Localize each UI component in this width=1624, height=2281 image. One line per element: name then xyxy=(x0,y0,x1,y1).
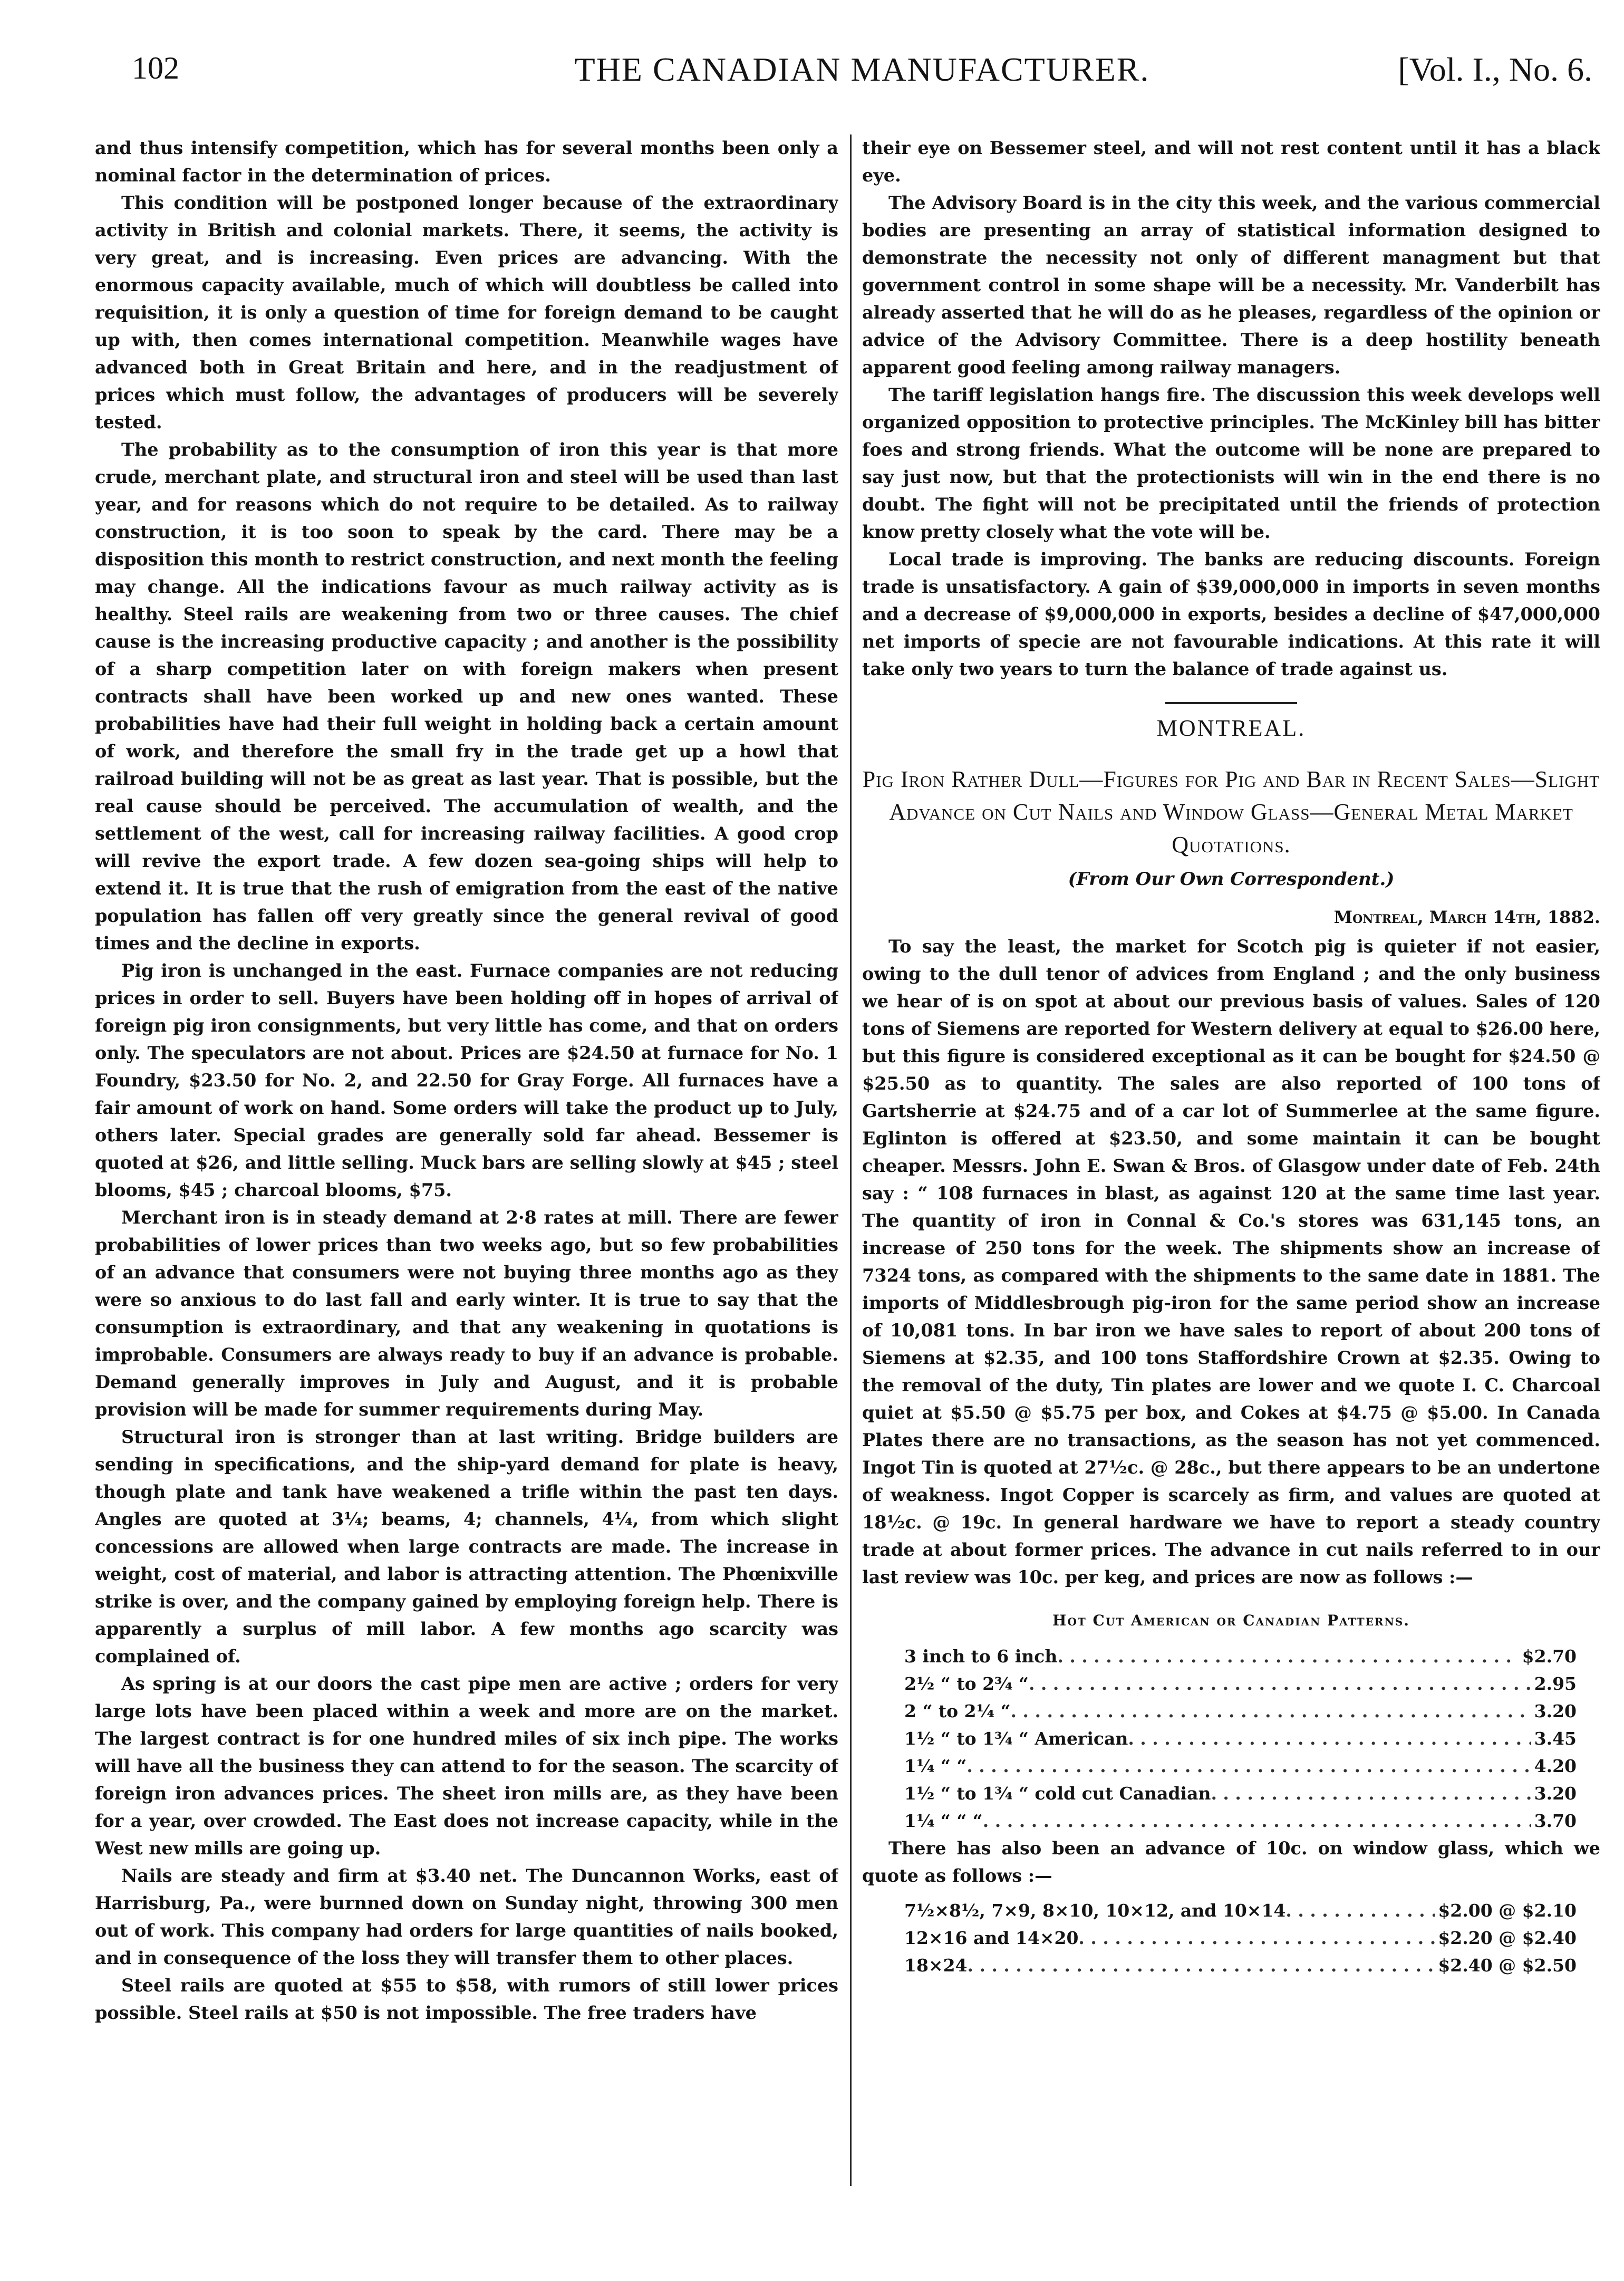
correspondent-credit: (From Our Own Correspondent.) xyxy=(1068,869,1395,890)
paragraph: Merchant iron is in steady demand at 2·8 rates at mill. There are fewer probabilities of lower prices than two weeks ago, but so few probabilities of an advance that consumers were not buying three months ago as they were so anxious to do last fall and early winter. It is true to say that the consumption is extraordinary, and that any weakening in quotations is improbable. Consumers are always ready to buy if an advance is probable. Demand generally improves in July and August, and it is probable provision will be made for summer requirements during May. xyxy=(95,1207,838,1420)
price-value: 2.95 xyxy=(1534,1673,1577,1694)
price-row xyxy=(904,1807,1577,1835)
volume-label: [Vol. I., No. 6. xyxy=(1398,51,1592,88)
price-row xyxy=(904,1753,1577,1780)
price-desc: 3 inch to 6 inch xyxy=(904,1646,1058,1667)
section-title: MONTREAL. xyxy=(1156,715,1306,741)
price-desc: 1½ “ to 1¾ “ American xyxy=(904,1728,1128,1749)
publication-title: THE CANADIAN MANUFACTURER. xyxy=(574,51,1150,88)
paragraph: their eye on Bessemer steel, and will not rest content until it has a black eye. xyxy=(862,138,1600,186)
glass-intro: There has also been an advance of 10c. on window glass, which we quote as follows :— xyxy=(862,1838,1600,1886)
nails-table-title: Hot Cut American or Canadian Patterns. xyxy=(1052,1612,1410,1629)
price-value: 3.70 xyxy=(1534,1811,1577,1831)
leader-dots xyxy=(983,1807,1531,1835)
right-column xyxy=(862,134,1600,2191)
price-value: $2.40 @ $2.50 xyxy=(1438,1955,1577,1976)
price-desc: 1¼ “ “ “ xyxy=(904,1811,983,1831)
section-rule xyxy=(1165,702,1297,704)
article-subheading: Pig Iron Rather Dull—Figures for Pig and Bar in Recent Sales—Slight Advance on Cut Nails and Window Glass—General Metal Market Quotations. xyxy=(862,766,1600,858)
paragraph: and thus intensify competition, which has for several months been only a nominal factor in the determination of prices. xyxy=(95,138,838,186)
paragraph: As spring is at our doors the cast pipe men are active ; orders for very large lots have been placed within a week and more are on the market. The largest contract is for one hundred miles of six inch pipe. The works will have all the business they can attend to for the season. The scarcity of foreign iron advances prices. The sheet iron mills are, as they have been for a year, over crowded. The East does not increase capacity, while in the West new mills are going up. xyxy=(95,1673,838,1859)
leader-dots xyxy=(1285,1897,1435,1924)
price-row xyxy=(904,1698,1577,1725)
paragraph: This condition will be postponed longer because of the extraordinary activity in British and colonial markets. There, it seems, the activity is very great, and is increasing. Even prices are advancing. With the enormous capacity available, much of which will doubtless be called into requisition, it is only a question of time for foreign demand to be caught up with, then comes international competition. Meanwhile wages have advanced both in Great Britain and here, and in the readjustment of prices which must follow, the advantages of producers will be severely tested. xyxy=(95,193,838,432)
price-row xyxy=(904,1643,1577,1670)
dateline: Montreal, March 14th, 1882. xyxy=(1333,907,1600,927)
price-desc: 7½×8½, 7×9, 8×10, 10×12, and 10×14 xyxy=(904,1900,1286,1921)
price-row xyxy=(904,1725,1577,1753)
paragraph: Pig iron is unchanged in the east. Furnace companies are not reducing prices in order to sell. Buyers have been holding off in hopes of arrival of foreign pig iron consignments, but very little has come, and that on orders only. The speculators are not about. Prices are $24.50 at furnace for No. 1 Foundry, $23.50 for No. 2, and 22.50 for Gray Forge. All furnaces have a fair amount of work on hand. Some orders will take the product up to July, others later. Special grades are generally sold far ahead. Bessemer is quoted at $26, and little selling. Muck bars are selling slowly at $45 ; steel blooms, $45 ; charcoal blooms, $75. xyxy=(95,960,838,1200)
paragraph: Local trade is improving. The banks are reducing discounts. Foreign trade is unsatisfactory. A gain of $39,000,000 in imports in seven months and a decrease of $9,000,000 in exports, besides a decline of $47,000,000 net imports of specie are not favourable indications. At this rate it will take only two years to turn the balance of trade against us. xyxy=(862,549,1600,679)
price-value: $2.70 xyxy=(1522,1646,1577,1667)
price-row xyxy=(904,1897,1577,1924)
price-desc: 1¼ “ “ xyxy=(904,1756,967,1776)
price-row xyxy=(904,1670,1577,1698)
leader-dots xyxy=(1029,1670,1531,1698)
paragraph: The tariff legislation hangs fire. The discussion this week develops well organized opposition to protective principles. The McKinley bill has bitter foes and strong friends. What the outcome will be none are prepared to say just now, but that the protectionists will win in the end there is no doubt. The fight will not be precipitated until the friends of protection know pretty closely what the vote will be. xyxy=(862,384,1600,542)
price-value: 3.45 xyxy=(1534,1728,1577,1749)
price-desc: 2 “ to 2¼ “ xyxy=(904,1701,1011,1721)
leader-dots xyxy=(1128,1725,1531,1753)
leader-dots xyxy=(1057,1643,1519,1670)
price-row xyxy=(904,1780,1577,1807)
leader-dots xyxy=(968,1952,1435,1979)
price-value: $2.20 @ $2.40 xyxy=(1438,1928,1577,1948)
page-number: 102 xyxy=(132,51,179,85)
price-row xyxy=(904,1952,1577,1979)
price-desc: 2½ “ to 2¾ “ xyxy=(904,1673,1029,1694)
paragraph: The probability as to the consumption of iron this year is that more crude, merchant plate, and structural iron and steel will be used than last year, and for reasons which do not require to be detailed. As to railway construction, it is too soon to speak by the card. There may be a disposition this month to restrict construction, and next month the feeling may change. All the indications favour as much railway activity as is healthy. Steel rails are weakening from two or three causes. The chief cause is the increasing productive capacity ; and another is the possibility of a sharp competition later on with foreign makers when present contracts shall have been worked up and new ones wanted. These probabilities have had their full weight in holding back a certain amount of work, and therefore the small fry in the trade get up a howl that railroad building will not be as great as last year. That is possible, but the real cause should be perceived. The accumulation of wealth, and the settlement of the west, call for increasing railway facilities. A good crop will revive the export trade. A few dozen sea-going ships will help to extend it. It is true that the rush of emigration from the east of the native population has fallen off very greatly since the general revival of good times and the decline in exports. xyxy=(95,439,838,954)
glass-price-table xyxy=(904,1897,1577,1979)
paragraph: Nails are steady and firm at $3.40 net. The Duncannon Works, east of Harrisburg, Pa., were burnned down on Sunday night, throwing 300 men out of work. This company had orders for large quantities of nails booked, and in consequence of the loss they will transfer them to other places. xyxy=(95,1865,838,1968)
price-value: 3.20 xyxy=(1534,1783,1577,1804)
nails-price-table xyxy=(904,1643,1577,1835)
leader-dots xyxy=(1011,1698,1531,1725)
paragraph: The Advisory Board is in the city this week, and the various commercial bodies are presenting an array of statistical information designed to demonstrate the necessity not only of different managment but that government control in some shape will be a necessity. Mr. Vanderbilt has already asserted that he will do as he pleases, regardless of the opinion or advice of the Advisory Committee. There is a deep hostility beneath apparent good feeling among railway managers. xyxy=(862,193,1600,378)
leader-dots xyxy=(966,1753,1531,1780)
price-desc: 1½ “ to 1¾ “ cold cut Canadian xyxy=(904,1783,1211,1804)
price-desc: 18×24 xyxy=(904,1955,968,1976)
paragraph: Structural iron is stronger than at last writing. Bridge builders are sending in specifications, and the ship-yard demand for plate is heavy, though plate and tank have weakened a trifle within the past ten days. Angles are quoted at 3¼; beams, 4; channels, 4¼, from which slight concessions are allowed when large contracts are made. The increase in weight, cost of material, and labor is attracting attention. The Phœnixville strike is over, and the company gained by employing foreign help. There is apparently a surplus of mill labor. A few months ago scarcity was complained of. xyxy=(95,1427,838,1667)
leader-dots xyxy=(1078,1924,1435,1952)
column-divider xyxy=(850,134,852,2186)
page-header xyxy=(132,50,1592,98)
price-desc: 12×16 and 14×20 xyxy=(904,1928,1079,1948)
left-column xyxy=(95,134,838,2191)
price-value: $2.00 @ $2.10 xyxy=(1438,1900,1577,1921)
paragraph: Steel rails are quoted at $55 to $58, with rumors of still lower prices possible. Steel rails at $50 is not impossible. The free traders have xyxy=(95,1975,838,2023)
article-body: To say the least, the market for Scotch pig is quieter if not easier, owing to the dull tenor of advices from England ; and the only business we hear of is on spot at about our previous basis of values. Sales of 120 tons of Siemens are reported for Western delivery at equal to $26.00 here, but this figure is considered exceptional as it can be bought for $24.50 @ $25.50 as to quantity. The sales are also reported of 100 tons of Gartsherrie at $24.75 and of a car lot of Summerlee at the same figure. Eglinton is offered at $23.50, and some maintain it can be bought cheaper. Messrs. John E. Swan & Bros. of Glasgow under date of Feb. 24th say : “ 108 furnaces in blast, as against 120 at the same time last year. The quantity of iron in Connal & Co.'s stores was 631,145 tons, an increase of 250 tons for the week. The shipments show an increase of 7324 tons, as compared with the shipments to the same date in 1881. The imports of Middlesbrough pig-iron for the same period show an increase of 10,081 tons. In bar iron we have sales to report of about 200 tons of Siemens at $2.35, and 100 tons Staffordshire Crown at $2.35. Owing to the removal of the duty, Tin plates are lower and we quote I. C. Charcoal quiet at $5.50 @ $5.75 per box, and Cokes at $4.75 @ $5.00. In Canada Plates there are no transactions, as the season has not yet commenced. Ingot Tin is quoted at 27½c. @ 28c., but there appears to be an undertone of weakness. Ingot Copper is scarcely as firm, and values are quoted at 18½c. @ 19c. In general hardware we have to report a steady country trade at about former prices. The advance in cut nails referred to in our last review was 10c. per keg, and prices are now as follows :— xyxy=(862,936,1600,1587)
price-value: 4.20 xyxy=(1534,1756,1577,1776)
price-value: 3.20 xyxy=(1534,1701,1577,1721)
leader-dots xyxy=(1211,1780,1531,1807)
price-row xyxy=(904,1924,1577,1952)
